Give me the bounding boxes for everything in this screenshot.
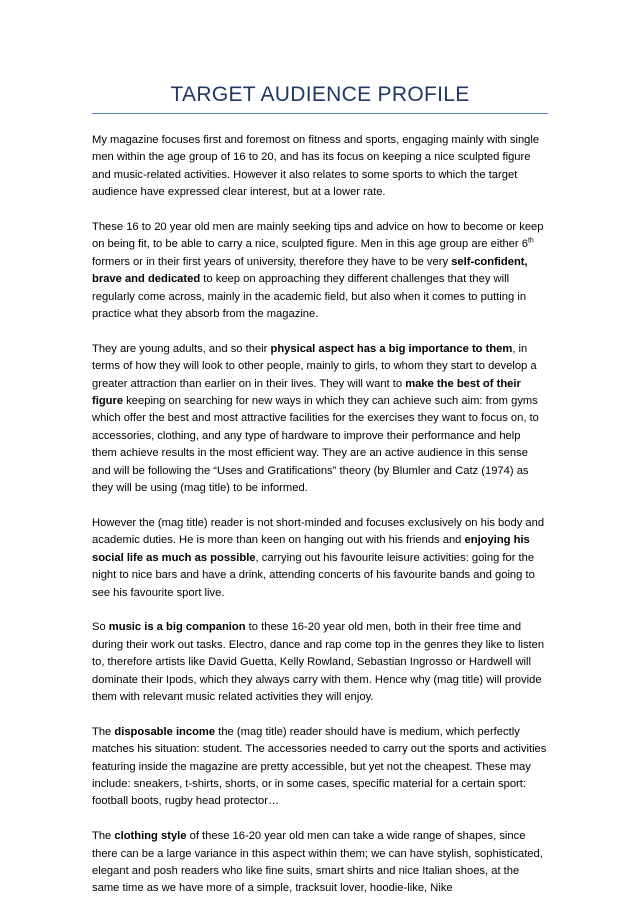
bold-phrase: music is a big companion	[108, 621, 246, 634]
paragraph-age-group: These 16 to 20 year old men are mainly seeking tips and advice on how to become or keep on being fit, to be able to carry a nice, sculpted figure. Men in this age group are either 6th formers or in their first years of university, therefore they have to be very self-confident, brave and dedicated to keep on approaching they different challenges that they will regularly come across, mainly in the academic field, but also when it comes to putting in practice what they absorb from the magazine.	[92, 221, 544, 321]
page-title: TARGET AUDIENCE PROFILE	[170, 83, 470, 106]
superscript-th: th	[527, 237, 534, 245]
paragraph-intro: My magazine focuses first and foremost on fitness and sports, engaging mainly with single men within the age group of 16 to 20, and has its focus on keeping a nice sculpted figure and music-related activities. However it also relates to some sports to which the target audience have expressed clear interest, but at a lower rate.	[92, 134, 540, 199]
paragraph-physical-aspect: They are young adults, and so their physical aspect has a big importance to them, in terms of how they will look to other people, mainly to girls, to whom they start to develop a greater attraction than earlier on in their lives. They will want to make the best of their figure keeping on searching for new ways in which they can achieve such aim: from gyms which offer the best and most attractive facilities for the exercises they want to focus on, to accessories, clothing, and any type of hardware to improve their performance and help them achieve results in the most efficient way. They are an active audience in this sense and will be following the “Uses and Gratifications” theory (by Blumler and Catz (1974) as they will be using (mag title) to be informed.	[92, 342, 539, 495]
paragraph-social-life: However the (mag title) reader is not short-minded and focuses exclusively on his body and academic duties. He is more than keen on hanging out with his friends and enjoying his social life as much as possible, carrying out his favourite leisure activities: going for the night to nice bars and have a drink, attending concerts of his favourite bands and going to see his favourite sport live.	[92, 516, 545, 599]
bold-phrase: enjoying his social life as much as possible	[92, 534, 530, 564]
bold-phrase: clothing style	[114, 830, 187, 843]
bold-phrase: physical aspect has a big importance to them	[270, 342, 513, 355]
paragraph-music: So music is a big companion to these 16-20 year old men, both in their free time and during their work out tasks. Electro, dance and rap come top in the genres they like to listen to, therefore artists like David Guetta, Kelly Rowland, Sebastian Ingrosso or Hardwell will dominate their Ipods, which they always carry with them. Hence why (mag title) will provide them with relevant music related activities they will enjoy.	[92, 621, 545, 703]
bold-phrase: make the best of their figure	[92, 377, 521, 408]
paragraph-income: The disposable income the (mag title) reader should have is medium, which perfectly matches his situation: student. The accessories needed to carry out the sports and activities featuring inside the magazine are pretty accessible, but yet not the cheapest. These may include: sneakers, t-shirts, shorts, or in some cases, specific material for a certain sport: football boots, rugby head protector…	[92, 725, 547, 808]
document-body	[92, 132, 548, 915]
paragraph-clothing: The clothing style of these 16-20 year old men can take a wide range of shapes, since there can be a large variance in this aspect within them; we can have stylish, sophisticated, elegant and posh readers who like fine suits, smart shirts and nice Italian shoes, at the same time as we have more of a simple, tracksuit lover, hoodie-like, Nike	[92, 830, 543, 895]
bold-phrase: self-confident, brave and dedicated	[92, 255, 528, 286]
title-underline	[92, 113, 548, 114]
bold-phrase: disposable income	[114, 725, 216, 738]
